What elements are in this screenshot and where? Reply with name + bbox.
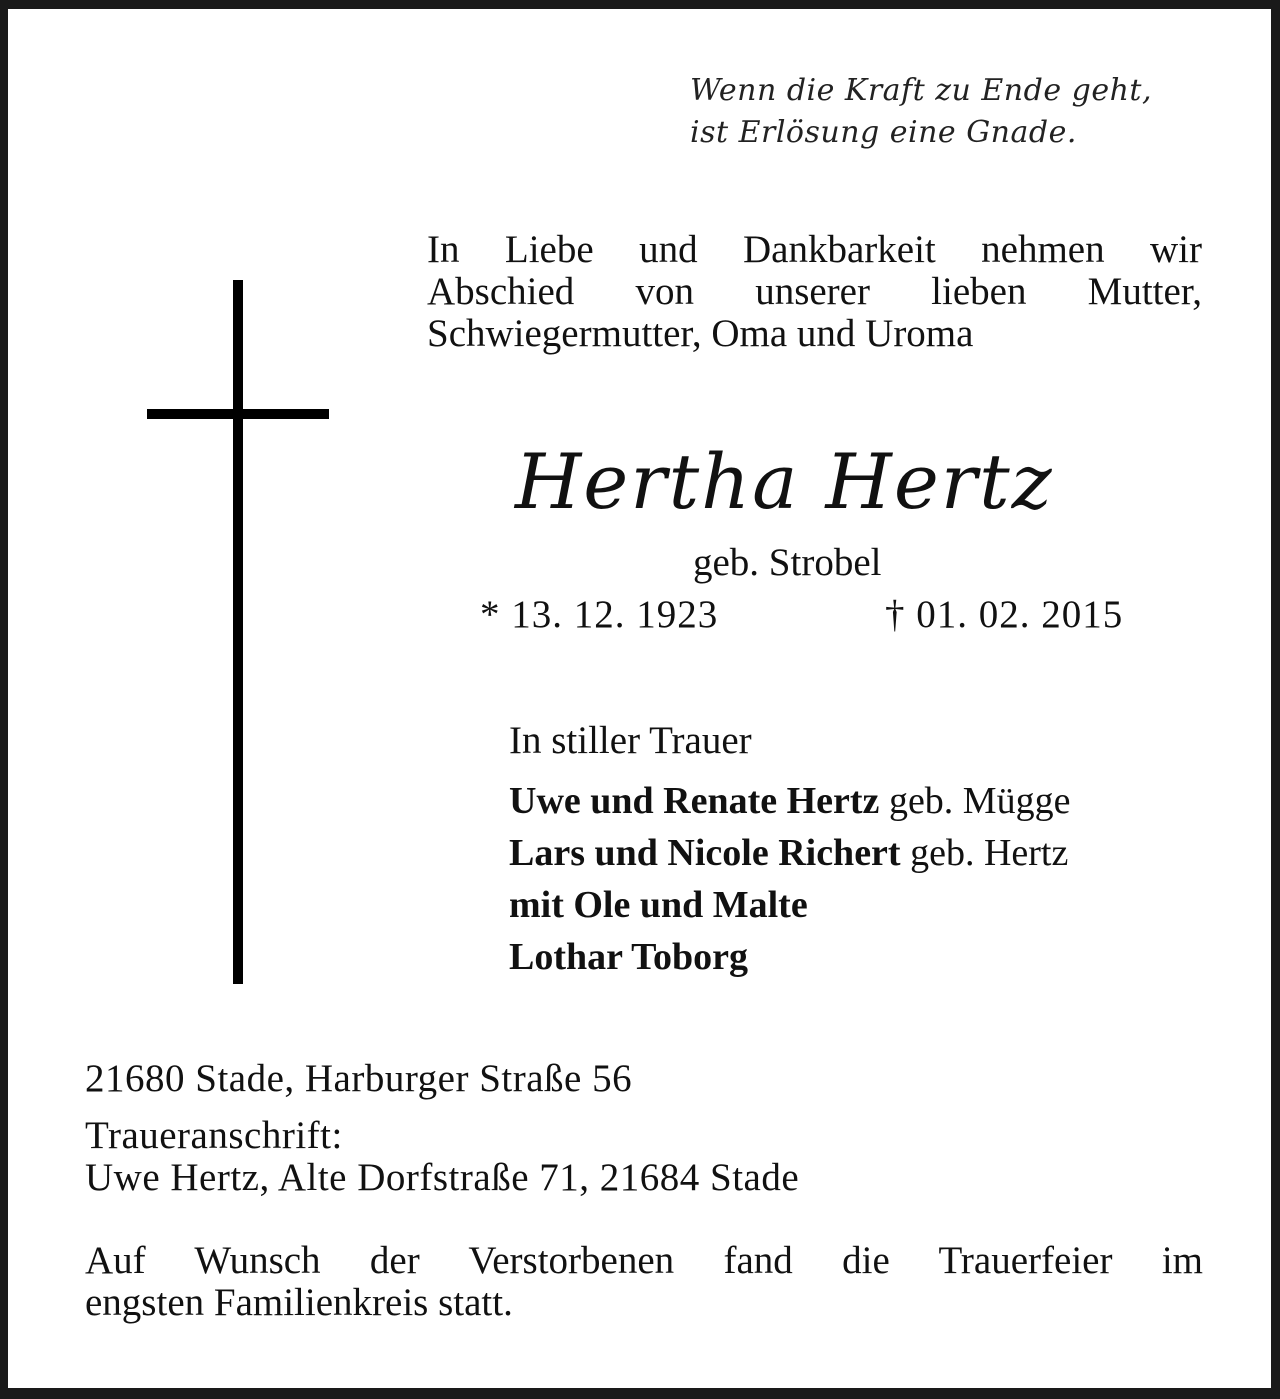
mourner-names: Lothar Toborg bbox=[509, 936, 748, 978]
cross-icon-vertical-bar bbox=[233, 280, 243, 984]
mourner-names: Lars und Nicole Richert bbox=[509, 832, 901, 874]
motto-line-2: ist Erlösung eine Gnade. bbox=[690, 115, 1077, 150]
mourner-names: Uwe und Renate Hertz bbox=[509, 780, 880, 822]
intro-line-3: Schwiegermutter, Oma und Uroma bbox=[427, 312, 974, 355]
closing-line-2: engsten Familienkreis statt. bbox=[85, 1281, 513, 1324]
maiden-name: geb. Strobel bbox=[693, 541, 882, 584]
condolence-address-value: Uwe Hertz, Alte Dorfstraße 71, 21684 Stade bbox=[85, 1156, 800, 1199]
intro-text bbox=[427, 229, 1202, 355]
condolence-address-label: Traueranschrift: bbox=[85, 1114, 343, 1157]
motto-quote bbox=[690, 70, 1152, 154]
condolence-address-block bbox=[85, 1115, 799, 1199]
mourner-line bbox=[509, 879, 1070, 931]
closing-note bbox=[85, 1240, 1203, 1324]
cross-icon-horizontal-bar bbox=[147, 409, 329, 419]
residence-address: 21680 Stade, Harburger Straße 56 bbox=[85, 1057, 633, 1100]
deceased-name: Hertha Hertz bbox=[515, 437, 1054, 526]
mourner-names: mit Ole und Malte bbox=[509, 884, 808, 926]
intro-line-1: In Liebe und Dankbarkeit nehmen wir bbox=[427, 228, 1202, 271]
motto-line-1: Wenn die Kraft zu Ende geht, bbox=[690, 73, 1152, 108]
birth-date: * 13. 12. 1923 bbox=[480, 593, 719, 636]
mourners-list bbox=[509, 775, 1070, 983]
death-date: † 01. 02. 2015 bbox=[885, 593, 1124, 636]
mourner-birth-name: geb. Hertz bbox=[900, 832, 1069, 874]
mourner-line bbox=[509, 775, 1070, 827]
mourner-line bbox=[509, 931, 1070, 983]
intro-line-2: Abschied von unserer lieben Mutter, bbox=[427, 270, 1202, 313]
mourner-line bbox=[509, 827, 1070, 879]
closing-line-1: Auf Wunsch der Verstorbenen fand die Trauerfeier im bbox=[85, 1239, 1203, 1282]
mourner-birth-name: geb. Mügge bbox=[879, 780, 1071, 822]
mourners-heading: In stiller Trauer bbox=[509, 719, 752, 762]
